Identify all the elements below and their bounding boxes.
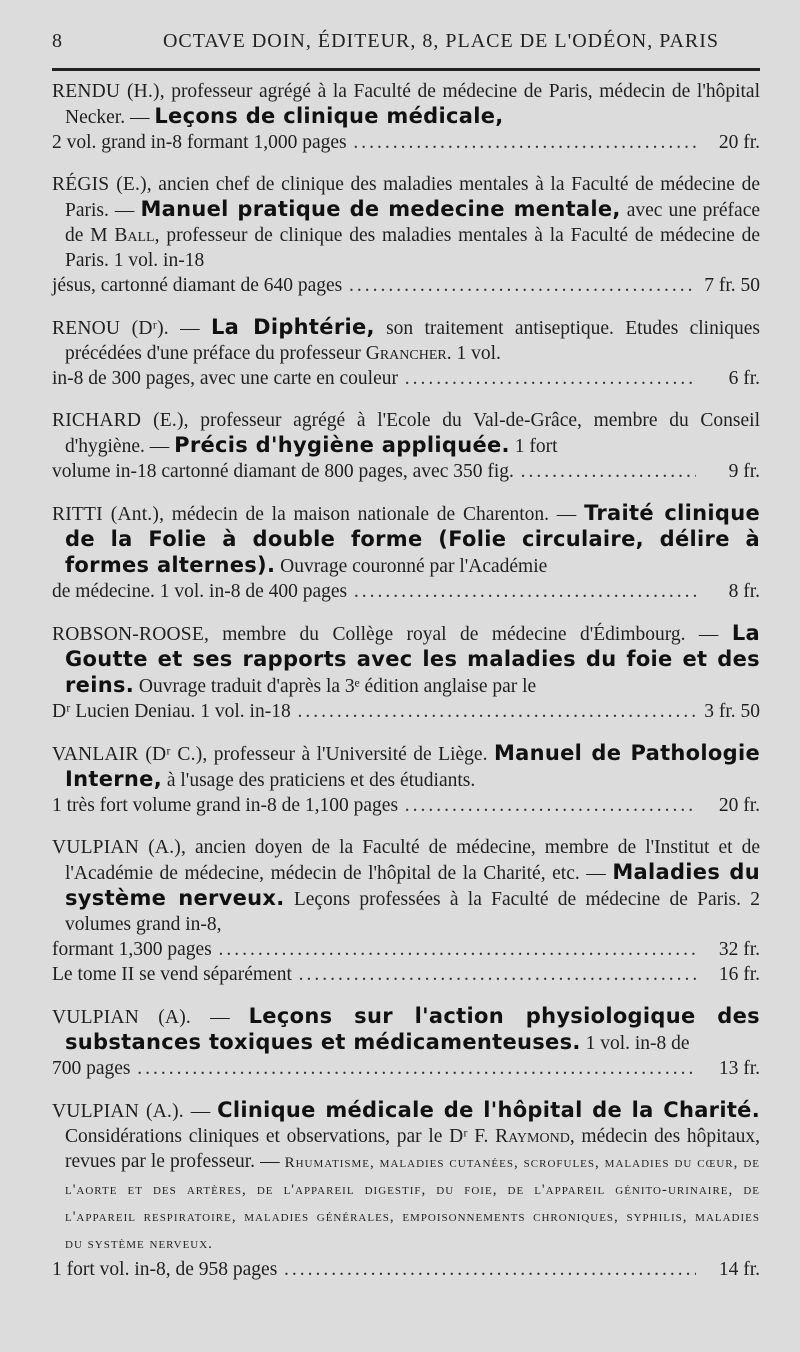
entry-description: — [183,1101,218,1122]
entry-price-line [52,366,760,391]
entry-format: in-8 de 300 pages, avec une carte en couleur [52,368,398,389]
entry-description-2: avec une préface de M [65,200,761,246]
entry-title: Maladies du système nerveux. [65,860,760,910]
entry-description-3: , professeur de clinique des maladies mentales à la Faculté de médecine de Paris. 1 vol. in-18 [65,225,760,271]
leader-dots [346,273,696,298]
entry-price-line [52,459,760,484]
entry-author: RÉGIS (E.) [52,174,147,195]
entry-price: 7 fr. 50 [704,275,760,296]
entry-price-line [52,1056,760,1081]
entry-price: 9 fr. [728,461,760,482]
entry-title: Leçons sur l'action physiologique des substances toxiques et médicamenteuses. [65,1004,760,1054]
entry-price: 8 fr. [728,581,760,602]
entry-price-line-2 [52,962,760,987]
entry-author: VULPIAN (A.) [52,837,181,858]
entry-author: RITTI (Ant.) [52,504,160,525]
catalog-entry [52,835,760,987]
entry-format: 700 pages [52,1058,131,1079]
entry-description-3: , médecin des hôpitaux, revues par le professeur. — [65,1126,760,1172]
entry-author: VULPIAN (A). [52,1007,191,1028]
header-rule [52,68,760,71]
entry-format: de médecine. 1 vol. in-8 de 400 pages [52,581,348,602]
entry-author: RENDU (H.) [52,81,160,102]
entry-description-2: à l'usage des praticiens et des étudiants. [161,770,476,791]
entry-person: Raymond [495,1126,570,1147]
entry-price: 6 fr. [728,368,760,389]
leader-dots [402,793,696,818]
catalog-entry [52,1004,760,1081]
entry-title: Traité clinique de la Folie à double forme (Folie circulaire, délire à formes alternes). [65,501,760,577]
leader-dots [351,579,696,604]
entry-format: Dʳ Lucien Deniau. 1 vol. in-18 [52,701,291,722]
entry-price: 13 fr. [718,1058,760,1079]
entry-description: , professeur agrégé à l'Ecole du Val-de-Grâce, membre du Conseil d'hygiène. — [65,410,761,457]
entry-format: 1 fort vol. in-8, de 958 pages [52,1259,278,1280]
entry-description-3: . 1 vol. [446,343,501,364]
entry-description: , professeur agrégé à la Faculté de médecine de Paris, médecin de l'hôpital Necker. — [65,81,760,128]
entry-price-line [52,793,760,818]
entry-title: Manuel pratique de medecine mentale, [140,197,621,221]
leader-dots [281,1257,696,1282]
entry-format: volume in-18 cartonné diamant de 800 pages, avec 350 fig. [52,461,514,482]
entry-format: 2 vol. grand in-8 formant 1,000 pages [52,132,347,153]
entry-price: 20 fr. [718,132,760,153]
catalog-entry [52,1098,760,1282]
leader-dots [518,459,696,484]
entry-price: 20 fr. [718,795,760,816]
entry-title: Leçons de clinique médicale, [154,104,504,128]
entry-author: ROBSON-ROOSE [52,624,204,645]
entry-price-line [52,130,760,155]
catalog-entry [52,621,760,724]
catalog-entry [52,408,760,484]
entry-contents-list: Rhumatisme, maladies cutanées, scrofules, maladies du cœur, de l'aorte et des artères, de l'appareil digestif, du foie, de l'appareil génito-urinaire, de l'appareil respiratoire, maladies générales, empoisonnements chroniques, syphilis, maladies du système nerveux. [65,1155,760,1252]
entry-title: Précis d'hygiène appliquée. [174,433,510,457]
entry-author: RICHARD (E.) [52,410,184,431]
entry-description-2: Leçons professées à la Faculté de médecine de Paris. 2 volumes grand in-8, [65,889,760,935]
entry-person: Grancher [365,343,447,364]
entry-description: , professeur à l'Université de Liège. [202,744,494,765]
entry-description-2: Ouvrage couronné par l'Académie [275,556,548,577]
entry-author: VANLAIR (Dʳ C.) [52,744,203,765]
entry-price: 32 fr. [718,939,760,960]
page-number: 8 [52,30,63,52]
entry-price-line [52,273,760,298]
header-title: OCTAVE DOIN, ÉDITEUR, 8, PLACE DE L'ODÉON, PARIS [162,30,720,52]
entry-description: , ancien chef de clinique des maladies mentales à la Faculté de médecine de Paris. — [65,174,760,221]
catalog-entry [52,741,760,818]
entry-format: 1 très fort volume grand in-8 de 1,100 pages [52,795,399,816]
entry-description: , ancien doyen de la Faculté de médecine, membre de l'Institut et de l'Académie de médecine, médecin de l'hôpital de la Charité, etc. — [65,837,760,884]
leader-dots [295,699,696,724]
entry-price-2: 16 fr. [718,964,760,985]
entry-description-2: son traitement antiseptique. Etudes cliniques précédées d'une préface du professeur [65,318,760,364]
entry-format: jésus, cartonné diamant de 640 pages [52,275,343,296]
catalog-entry [52,501,760,604]
entry-description: , membre du Collège royal de médecine d'Édimbourg. — [203,624,732,645]
running-header [52,30,760,60]
entry-description-2: Considérations cliniques et observations, par le Dʳ F. [65,1126,496,1147]
entry-author: VULPIAN (A.). [52,1101,184,1122]
leader-dots [351,130,696,155]
leader-dots [135,1056,696,1081]
catalog-entry [52,79,760,155]
entry-author: RENOU (Dʳ). [52,318,169,339]
leader-dots [296,962,696,987]
leader-dots [402,366,696,391]
entry-format-2: Le tome II se vend séparément [52,964,292,985]
entry-title: La Diphtérie, [210,315,375,339]
entry-price-line [52,937,760,962]
entry-price: 14 fr. [718,1259,760,1280]
entry-price-line [52,579,760,604]
entry-description: , médecin de la maison nationale de Charenton. — [159,504,585,525]
entry-price-line [52,1257,760,1282]
entry-description: — [168,318,211,339]
entry-format: formant 1,300 pages [52,939,212,960]
entry-description: — [191,1007,249,1028]
entry-price: 3 fr. 50 [704,701,760,722]
entry-description-2: 1 fort [509,436,558,457]
entry-person: Ball [114,225,155,246]
leader-dots [216,937,696,962]
entry-title: Manuel de Pathologie Interne, [65,741,760,791]
entry-description-2: 1 vol. in-8 de [580,1033,690,1054]
entry-title: Clinique médicale de l'hôpital de la Charité. [217,1098,760,1122]
catalog-entry [52,315,760,391]
entry-price-line [52,699,760,724]
entry-description-2: Ouvrage traduit d'après la 3ᵉ édition anglaise par le [134,676,537,697]
catalog-entry [52,172,760,298]
entry-title: La Goutte et ses rapports avec les maladies du foie et des reins. [65,621,760,697]
